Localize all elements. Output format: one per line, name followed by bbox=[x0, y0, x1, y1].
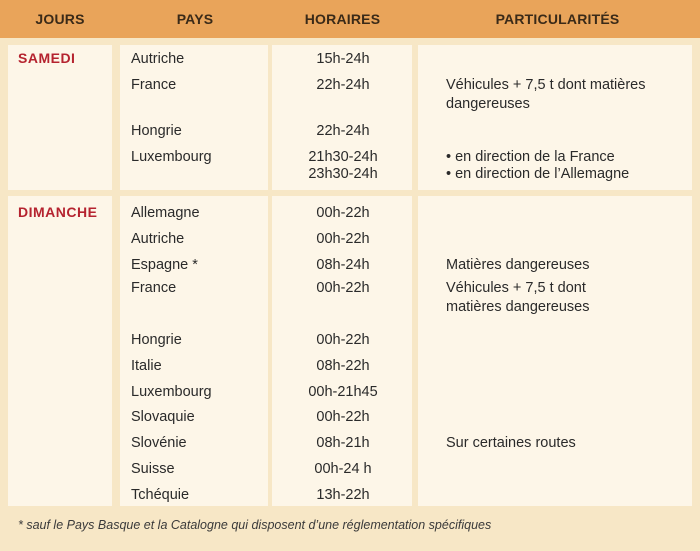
dimanche-pays-1: Allemagne bbox=[131, 205, 200, 221]
dimanche-horaires-9: 08h-21h bbox=[316, 435, 370, 451]
dimanche-pays-7: Luxembourg bbox=[131, 384, 212, 400]
samedi-note-2b: dangereuses bbox=[446, 96, 530, 112]
table-header bbox=[0, 0, 700, 38]
samedi-pays-3: Hongrie bbox=[131, 123, 182, 139]
dimanche-horaires-7: 00h-21h45 bbox=[308, 384, 378, 400]
dimanche-pays-2: Autriche bbox=[131, 231, 185, 247]
samedi-note-4b: • en direction de l’Allemagne bbox=[446, 166, 630, 182]
dimanche-horaires-10: 00h-24 h bbox=[314, 461, 372, 477]
header-particularites: PARTICULARITÉS bbox=[495, 11, 620, 27]
dimanche-note-4b: matières dangereuses bbox=[446, 299, 590, 315]
dimanche-pays-6: Italie bbox=[131, 358, 162, 374]
dimanche-horaires-8: 00h-22h bbox=[316, 409, 370, 425]
dimanche-note-cell bbox=[418, 196, 692, 506]
dimanche-horaires-6: 08h-22h bbox=[316, 358, 370, 374]
dimanche-pays-10: Suisse bbox=[131, 461, 175, 477]
header-jours: JOURS bbox=[35, 11, 85, 27]
dimanche-pays-4: France bbox=[131, 280, 177, 296]
samedi-horaires-1: 15h-24h bbox=[316, 51, 370, 67]
samedi-note-2a: Véhicules + 7,5 t dont matières bbox=[446, 77, 646, 93]
dimanche-pays-9: Slovénie bbox=[131, 435, 187, 451]
dimanche-day-cell bbox=[8, 196, 112, 506]
day-samedi: SAMEDI bbox=[18, 50, 76, 66]
dimanche-horaires-1: 00h-22h bbox=[316, 205, 370, 221]
dimanche-horaires-2: 00h-22h bbox=[316, 231, 370, 247]
dimanche-note-4a: Véhicules + 7,5 t dont bbox=[446, 280, 586, 296]
samedi-day-cell bbox=[8, 45, 112, 190]
dimanche-note-3: Matières dangereuses bbox=[446, 257, 590, 273]
samedi-horaires-4a: 21h30-24h bbox=[308, 149, 378, 165]
dimanche-horaires-11: 13h-22h bbox=[316, 487, 370, 503]
dimanche-note-9: Sur certaines routes bbox=[446, 435, 576, 451]
header-horaires: HORAIRES bbox=[304, 11, 381, 27]
dimanche-pays-3: Espagne * bbox=[131, 257, 198, 273]
dimanche-pays-11: Tchéquie bbox=[131, 487, 190, 503]
dimanche-horaires-5: 00h-22h bbox=[316, 332, 370, 348]
samedi-horaires-3: 22h-24h bbox=[316, 123, 370, 139]
samedi-horaires-4b: 23h30-24h bbox=[308, 166, 378, 182]
dimanche-horaires-3: 08h-24h bbox=[316, 257, 370, 273]
dimanche-pays-5: Hongrie bbox=[131, 332, 182, 348]
dimanche-horaires-4: 00h-22h bbox=[316, 280, 370, 296]
footnote: * sauf le Pays Basque et la Catalogne qui disposent d’une réglementation spécifiques bbox=[18, 518, 492, 532]
samedi-pays-4: Luxembourg bbox=[131, 149, 212, 165]
header-pays: PAYS bbox=[176, 11, 214, 27]
samedi-pays-2: France bbox=[131, 77, 177, 93]
dimanche-pays-8: Slovaquie bbox=[131, 409, 195, 425]
day-dimanche: DIMANCHE bbox=[18, 204, 98, 220]
samedi-note-4a: • en direction de la France bbox=[446, 149, 615, 165]
samedi-pays-1: Autriche bbox=[131, 51, 185, 67]
samedi-horaires-2: 22h-24h bbox=[316, 77, 370, 93]
